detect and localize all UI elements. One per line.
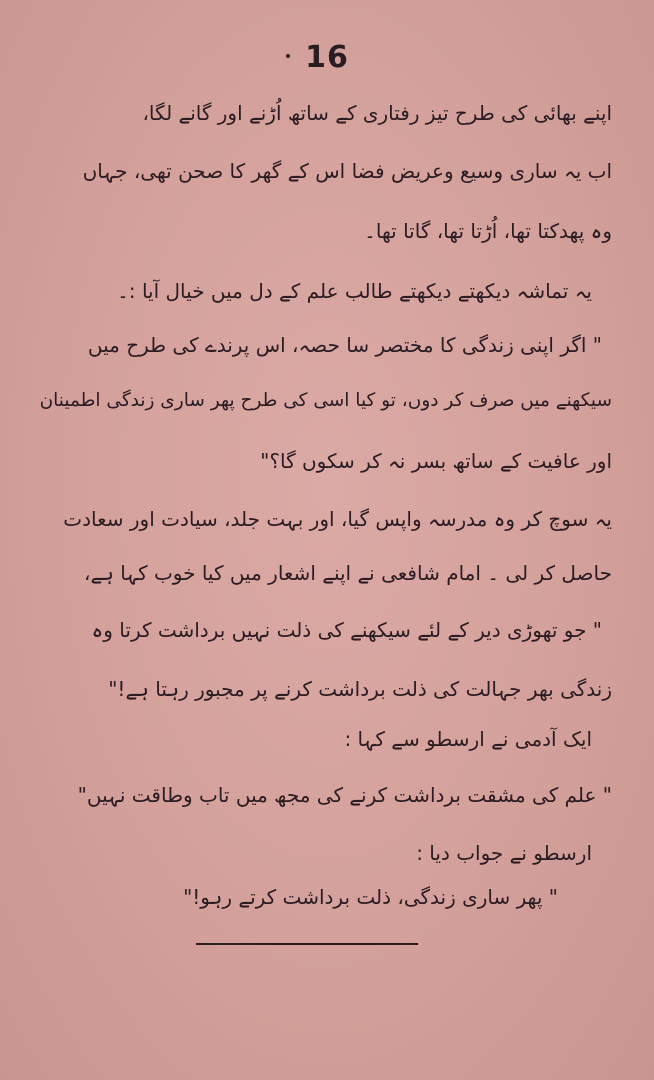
text-line-3: وہ پھدکتا تھا، اُڑتا تھا، گاتا تھا۔ <box>364 219 612 243</box>
text-line-1: اپنے بھائی کی طرح تیز رفتاری کے ساتھ اُڑنے اور گانے لگا، <box>142 101 612 125</box>
text-line-2: اب یہ ساری وسیع وعریض فضا اس کے گھر کا صحن تھی، جہاں <box>82 159 612 183</box>
text-line-8: یہ سوچ کر وہ مدرسہ واپس گیا، اور بہت جلد، سیادت اور سعادت <box>63 507 612 531</box>
text-line-6: سیکھنے میں صرف کر دوں، تو کیا اسی کی طرح پھر ساری زندگی اطمینان <box>39 390 612 411</box>
text-line-9: حاصل کر لی ۔ امام شافعی نے اپنے اشعار میں کیا خوب کہا ہے، <box>84 561 612 585</box>
text-line-4: یہ تماشہ دیکھتے دیکھتے طالب علم کے دل میں خیال آیا :۔ <box>117 279 592 303</box>
text-line-7: اور عافیت کے ساتھ بسر نہ کر سکوں گا؟" <box>260 449 612 473</box>
text-line-15: " پھر ساری زندگی، ذلت برداشت کرتے رہو!" <box>183 885 558 909</box>
text-line-5: " اگر اپنی زندگی کا مختصر سا حصہ، اس پرندے کی طرح میں <box>87 333 602 357</box>
text-line-10: " جو تھوڑی دیر کے لئے سیکھنے کی ذلت نہیں برداشت کرتا وہ <box>91 618 602 642</box>
end-rule <box>196 943 418 945</box>
text-line-11: زندگی بھر جہالت کی ذلت برداشت کرنے پر مجبور رہتا ہے!" <box>108 677 612 701</box>
page-number: 16 <box>305 40 349 75</box>
text-line-12: ایک آدمی نے ارسطو سے کہا : <box>344 727 592 751</box>
text-line-14: ارسطو نے جواب دیا : <box>416 841 592 865</box>
text-line-13: " علم کی مشقت برداشت کرنے کی مجھ میں تاب وطاقت نہیں" <box>77 783 612 807</box>
